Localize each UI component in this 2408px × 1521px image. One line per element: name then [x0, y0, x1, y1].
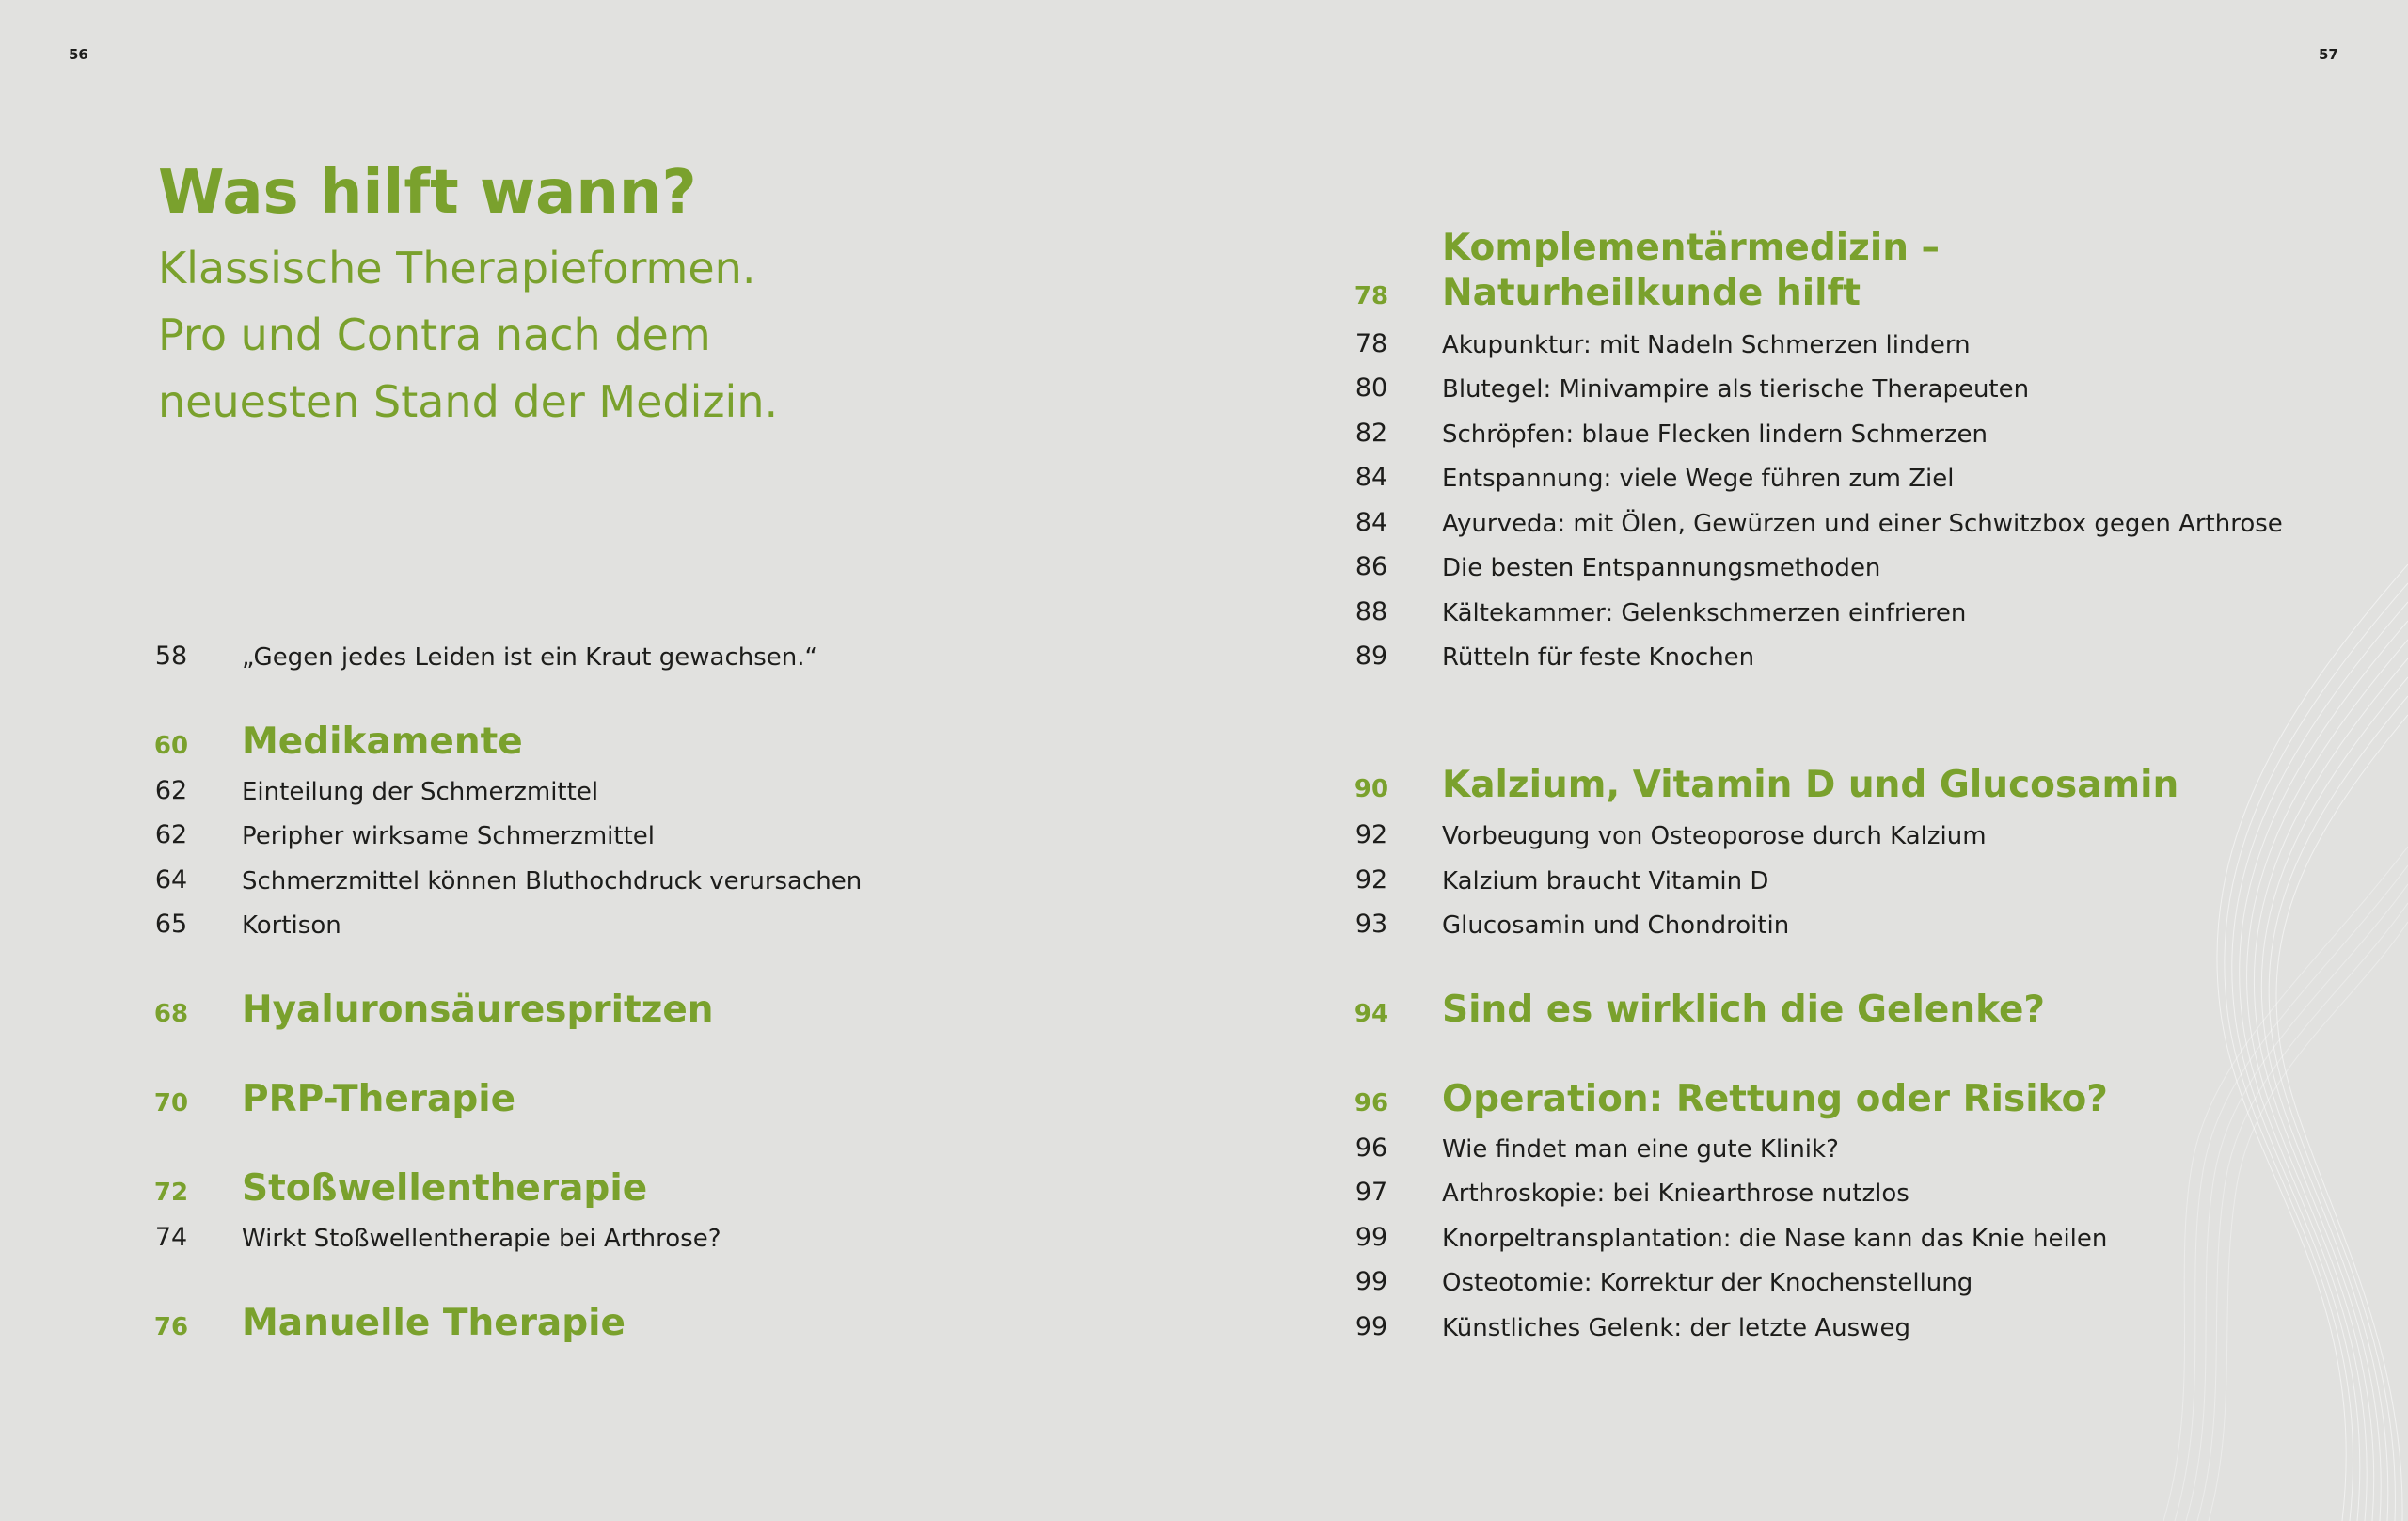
toc-entry-title: Knorpeltransplantation: die Nase kann das Knie heilen [1442, 1225, 2108, 1253]
toc-page-number: 78 [1354, 282, 1389, 310]
section-subtitle-line-3: neuesten Stand der Medizin. [158, 376, 779, 427]
toc-page-number: 99 [1354, 1267, 1388, 1296]
toc-chapter-title-line-1: Komplementärmedizin – [1442, 227, 1941, 269]
toc-entry-title: Ayurveda: mit Ölen, Gewürzen und einer Schwitzbox gegen Arthrose [1442, 510, 2283, 538]
toc-chapter-title: PRP-Therapie [242, 1078, 516, 1120]
toc-entry-title: Künstliches Gelenk: der letzte Ausweg [1442, 1314, 1910, 1342]
toc-entry-title: Einteilung der Schmerzmittel [242, 778, 599, 806]
toc-page-number: 86 [1354, 552, 1388, 581]
toc-entry-title: Wirkt Stoßwellentherapie bei Arthrose? [242, 1225, 721, 1253]
toc-entry-title: Entspannung: viele Wege führen zum Ziel [1442, 465, 1955, 493]
decorative-wave-lines [2163, 564, 2408, 1521]
toc-entry-title: Die besten Entspannungsmethoden [1442, 554, 1881, 582]
toc-page-number: 99 [1354, 1223, 1388, 1252]
toc-page-number: 96 [1354, 1133, 1388, 1163]
toc-entry-title: Schmerzmittel können Bluthochdruck verursachen [242, 867, 863, 895]
toc-entry-title: Kortison [242, 911, 341, 940]
toc-entry-title: Blutegel: Minivampire als tierische Therapeuten [1442, 375, 2030, 404]
toc-page-number: 94 [1354, 1000, 1389, 1028]
toc-entry-title: Peripher wirksame Schmerzmittel [242, 822, 655, 850]
toc-page-number: 92 [1354, 865, 1388, 895]
toc-page-number: 96 [1354, 1089, 1389, 1117]
toc-page-number: 74 [154, 1223, 188, 1252]
toc-entry-title: Akupunktur: mit Nadeln Schmerzen lindern [1442, 331, 1971, 359]
toc-entry-title: Wie findet man eine gute Klinik? [1442, 1135, 1839, 1164]
toc-page-number: 58 [154, 642, 188, 671]
toc-chapter-title: Stoßwellentherapie [242, 1167, 648, 1210]
toc-chapter-title: Hyaluronsäurespritzen [242, 989, 714, 1031]
page-number-left: 56 [69, 46, 88, 63]
toc-page-number: 88 [1354, 597, 1388, 626]
toc-page-number: 68 [153, 1000, 189, 1028]
section-subtitle-line-2: Pro und Contra nach dem [158, 309, 711, 360]
toc-page-number: 99 [1354, 1312, 1388, 1341]
toc-page-number: 62 [154, 776, 188, 805]
section-title: Was hilft wann? [158, 158, 697, 228]
toc-page-number: 65 [154, 910, 188, 939]
toc-entry-title: „Gegen jedes Leiden ist ein Kraut gewachsen.“ [242, 643, 817, 672]
toc-page-number: 72 [153, 1179, 189, 1207]
toc-page-number: 93 [1354, 910, 1388, 939]
toc-entry-title: Osteotomie: Korrektur der Knochenstellung [1442, 1269, 1973, 1297]
toc-entry-title: Glucosamin und Chondroitin [1442, 911, 1790, 940]
toc-chapter-title: Kalzium, Vitamin D und Glucosamin [1442, 764, 2179, 806]
toc-chapter-title: Operation: Rettung oder Risiko? [1442, 1078, 2108, 1120]
section-title-block [158, 151, 778, 436]
toc-page-number: 84 [1354, 508, 1388, 537]
toc-entry-title: Rütteln für feste Knochen [1442, 643, 1755, 672]
toc-page-number: 89 [1354, 642, 1388, 671]
toc-entry-title: Vorbeugung von Osteoporose durch Kalzium [1442, 822, 1987, 850]
toc-chapter-title-line-2: Naturheilkunde hilft [1442, 272, 1861, 314]
page-number-right: 57 [2319, 46, 2338, 63]
toc-page-number: 97 [1354, 1178, 1388, 1207]
toc-page-number: 78 [1354, 329, 1388, 358]
toc-page-number: 64 [154, 865, 188, 895]
toc-entry-title: Kältekammer: Gelenkschmerzen einfrieren [1442, 599, 1967, 627]
toc-entry-title: Arthroskopie: bei Kniearthrose nutzlos [1442, 1180, 1909, 1208]
toc-entry-title: Schröpfen: blaue Flecken lindern Schmerzen [1442, 420, 1988, 449]
toc-page-number: 80 [1354, 373, 1388, 403]
toc-page-number: 84 [1354, 463, 1388, 492]
toc-page-number: 76 [153, 1313, 189, 1341]
toc-page-number: 70 [153, 1089, 189, 1117]
toc-page-number: 92 [1354, 820, 1388, 849]
toc-entry-title: Kalzium braucht Vitamin D [1442, 867, 1769, 895]
toc-chapter-title: Medikamente [242, 721, 523, 763]
toc-page-number: 60 [153, 732, 189, 760]
toc-chapter-title: Sind es wirklich die Gelenke? [1442, 989, 2046, 1031]
toc-chapter-title: Manuelle Therapie [242, 1302, 626, 1344]
toc-page-number: 90 [1354, 775, 1389, 803]
toc-page-number: 62 [154, 820, 188, 849]
section-subtitle-line-1: Klassische Therapieformen. [158, 243, 756, 293]
toc-page-number: 82 [1354, 419, 1388, 448]
